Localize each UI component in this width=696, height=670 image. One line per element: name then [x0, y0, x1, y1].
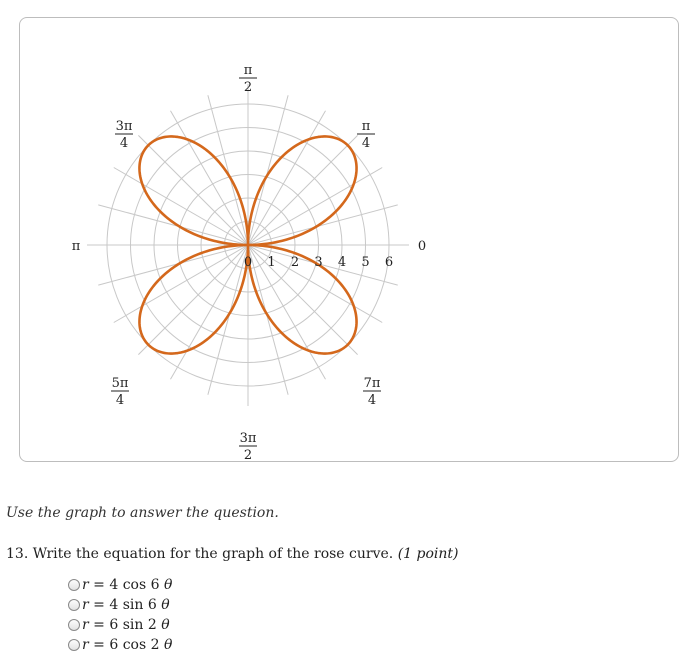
- angle-label: [239, 63, 257, 95]
- angle-label: [357, 119, 375, 151]
- angle-label: [418, 239, 426, 254]
- radio-button[interactable]: [68, 619, 80, 631]
- angle-label: [111, 376, 129, 408]
- question: [6, 546, 458, 562]
- angle-value: 0: [417, 239, 427, 254]
- angle-denominator: 4: [367, 393, 377, 408]
- radial-tick-label: 2: [290, 255, 300, 270]
- grid-spoke: [138, 245, 248, 355]
- radial-tick-label: 4: [337, 255, 347, 270]
- radial-tick-label: 6: [384, 255, 394, 270]
- angle-label: [72, 239, 81, 254]
- grid-spoke: [138, 135, 248, 245]
- grid-spoke: [208, 245, 248, 395]
- angle-label: [363, 376, 381, 408]
- question-text: Write the equation for the graph of the rose curve.: [32, 546, 394, 562]
- grid-spoke: [98, 245, 248, 285]
- option-4[interactable]: [68, 635, 172, 655]
- radial-tick-label: 1: [267, 255, 276, 270]
- angle-label: [115, 119, 133, 151]
- angle-denominator: 4: [361, 136, 371, 151]
- option-label: r = 6 sin 2 θ: [82, 617, 170, 633]
- question-points: (1 point): [397, 546, 459, 562]
- angle-numerator: 3π: [239, 431, 257, 446]
- option-label: r = 4 sin 6 θ: [82, 597, 170, 613]
- radio-button[interactable]: [68, 599, 80, 611]
- option-1[interactable]: [68, 575, 172, 595]
- option-3[interactable]: [68, 615, 172, 635]
- radio-button[interactable]: [68, 579, 80, 591]
- angle-numerator: 7π: [363, 376, 381, 391]
- radial-tick-label: 0: [243, 255, 253, 270]
- grid-spoke: [98, 205, 248, 245]
- graph-card: [19, 17, 679, 462]
- angle-numerator: π: [361, 119, 371, 134]
- option-2[interactable]: [68, 595, 172, 615]
- radio-button[interactable]: [68, 639, 80, 651]
- question-number: 13.: [6, 546, 29, 562]
- grid-spoke: [248, 95, 288, 245]
- angle-denominator: 2: [243, 448, 253, 463]
- angle-numerator: 5π: [111, 376, 129, 391]
- instruction-text: Use the graph to answer the question.: [6, 505, 279, 521]
- grid-spoke: [208, 95, 248, 245]
- radial-tick-label: 3: [314, 255, 323, 270]
- radial-tick-labels: [244, 255, 393, 270]
- answer-options: [68, 575, 172, 655]
- angle-numerator: π: [243, 63, 253, 78]
- grid-spoke: [248, 135, 358, 245]
- option-label: r = 4 cos 6 θ: [82, 577, 173, 593]
- angle-value: π: [71, 239, 81, 254]
- option-label: r = 6 cos 2 θ: [82, 637, 173, 653]
- grid-spoke: [248, 205, 398, 245]
- angle-denominator: 4: [119, 136, 129, 151]
- angle-denominator: 4: [115, 393, 125, 408]
- polar-graph: [20, 18, 680, 463]
- angle-label: [239, 431, 257, 463]
- radial-tick-label: 5: [361, 255, 370, 270]
- angle-denominator: 2: [243, 80, 253, 95]
- angle-numerator: 3π: [115, 119, 133, 134]
